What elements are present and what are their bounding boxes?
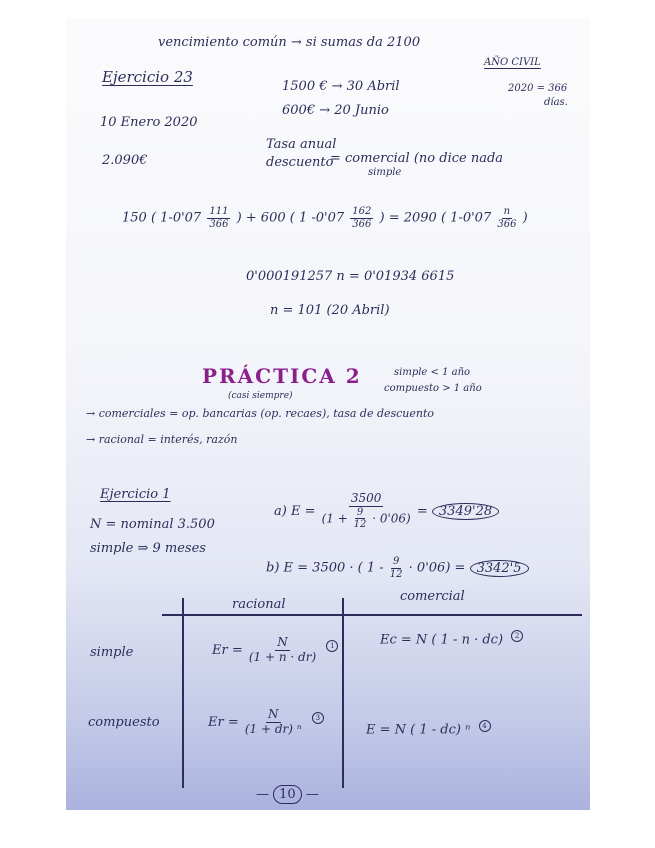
ejercicio-1-title: Ejercicio 1 [100,487,171,502]
ejercicio-23-title: Ejercicio 23 [102,68,193,86]
table-header-line [162,614,582,616]
row-compuesto: compuesto [88,715,160,730]
fraction-1: $\frac{111}{366}$ [209,206,229,230]
bullet-racional: → racional = interés, razón [86,433,238,446]
simple-line: simple ⇒ 9 meses [90,541,206,556]
rule-simple: simple < 1 año [394,367,471,378]
nominal-line: N = nominal 3.500 [90,517,215,532]
formula-comercial-compuesto: E = N ( 1 - dc) ⁿ 4 [366,720,491,736]
result-b: 3342'5 [470,560,529,577]
formula-b-fraction: $\frac{9}{12}$ [389,556,403,580]
formula-index-2: 2 [511,630,523,642]
equation-1: 150 ( 1-0'07 $\frac{111}{366}$ ) + 600 ( 1 -0'07 $\frac{162}{366}$ ) = 2090 ( 1-0'07 $\frac{n}{366}$ ) [122,206,528,230]
col-comercial: comercial [400,589,465,604]
table-middle-line [342,598,344,788]
formula-index-3: 3 [312,712,324,724]
formula-b: b) E = 3500 · ( 1 - $\frac{9}{12}$ · 0'06) = 3342'5 [266,556,529,580]
top-line: vencimiento común → si sumas da 2100 [158,35,421,50]
item-1: 1500 € → 30 Abril [282,79,400,94]
formula-racional-compuesto: Er = $\frac{N}{\text{(1 + dr) ⁿ}}$ 3 [208,708,324,737]
civil-line-1: 2020 = 366 [508,83,568,94]
practica-title: PRÁCTICA 2 [202,364,362,388]
formula-racional-simple: Er = $\frac{N}{(1 + n \cdot dr)}$ 1 [212,636,338,665]
bullet-comerciales: → comerciales = op. bancarias (op. recaes), tasa de descuento [86,407,435,420]
formula-index-4: 4 [479,720,491,732]
result-a: 3349'28 [432,503,499,520]
notebook-page [66,18,590,810]
civil-line-2: días. [544,97,568,108]
formula-a-fraction: 3500 (1 + $\frac{9}{12}$ · 0'06) [321,491,411,531]
equation-2: 0'000191257 n = 0'01934 6615 [246,269,455,284]
row-simple: simple [90,645,134,660]
formula-a: a) E = 3500 (1 + $\frac{9}{12}$ · 0'06) = 3349'28 [274,492,499,531]
equation-3: n = 101 (20 Abril) [270,303,390,318]
formula-index-1: 1 [326,640,338,652]
civil-title: AÑO CIVIL [484,57,541,68]
ejercicio-23-amount: 2.090€ [102,153,148,168]
tasa-label-1: Tasa anual [266,137,337,152]
tasa-value: = comercial (no dice nada [330,151,504,166]
fraction-2: $\frac{162}{366}$ [352,206,372,230]
item-2: 600€ → 20 Junio [282,103,389,118]
page-number: — 10 — [256,787,319,802]
formula-comercial-simple: Ec = N ( 1 - n · dc) 2 [380,630,523,646]
table-left-line [182,598,184,788]
ejercicio-23-date: 10 Enero 2020 [100,115,198,130]
fraction-3: $\frac{n}{366}$ [497,206,517,230]
practica-subtitle: (casi siempre) [228,391,293,401]
page-number-value: 10 [273,785,302,804]
tasa-label-2: descuento [266,155,334,170]
tasa-value-2: simple [368,167,402,178]
col-racional: racional [232,597,286,612]
rule-compuesto: compuesto > 1 año [384,383,482,394]
